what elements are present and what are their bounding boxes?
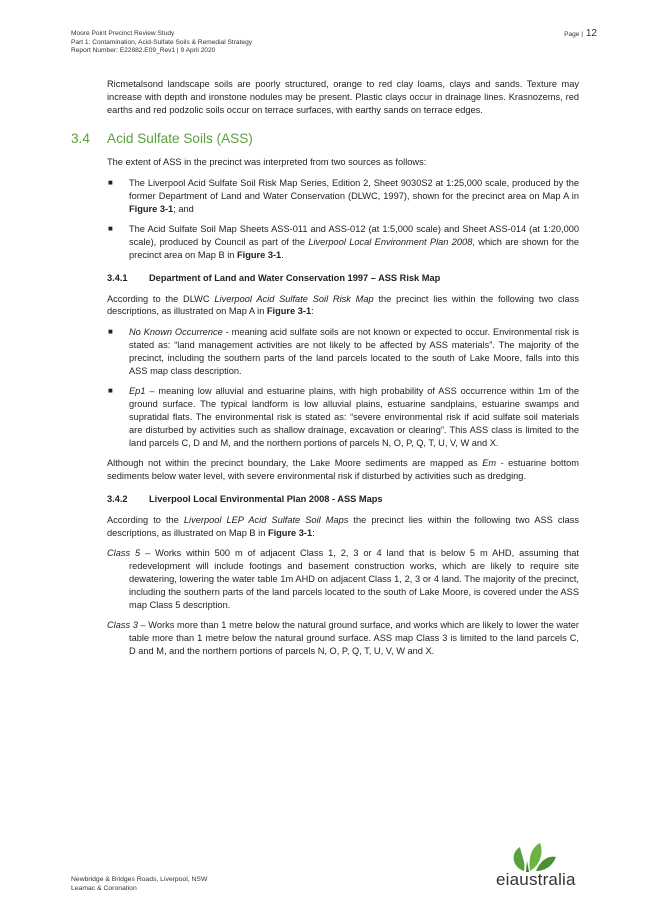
bullet-icon: ■	[108, 177, 113, 187]
class-3-description: Class 3 – Works more than 1 metre below the natural ground surface, and works which are likely to lower the water table more than 1 metre below the natural ground surface. ASS map Class 3 is limited to the land parcels C, D and M, and the northern portions of parcels N, O, P, Q, T, U, V, W and X.	[107, 620, 579, 656]
list-item: ■ The Acid Sulfate Soil Map Sheets ASS-011 and ASS-012 (at 1:5,000 scale) and Sheet ASS-014 (at 1:20,000 scale), produced by Council as part of the Liverpool Local Environment Plan 2008, which are shown for the precinct area on Map B in Figure 3-1.	[108, 224, 579, 260]
page-number-value: 12	[585, 28, 597, 39]
header-report-number: Report Number: E22882.E09_Rev1 | 9 April 2020	[71, 47, 216, 55]
subsection-heading-1: 3.4.1 Department of Land and Water Conservation 1997 – ASS Risk Map	[107, 272, 441, 283]
bullet-icon: ■	[108, 224, 113, 234]
subsection-2-intro: According to the Liverpool LEP Acid Sulfate Soil Maps the precinct lies within the following two ASS class descriptions, as illustrated on Map B in Figure 3-1:	[107, 514, 579, 538]
footer-address: Newbridge & Bridges Roads, Liverpool, NSW	[71, 876, 208, 883]
page-label: Page |	[564, 31, 584, 38]
company-logo	[496, 841, 596, 893]
document-body	[71, 78, 579, 666]
dlwc-class-list	[71, 326, 579, 449]
running-header	[71, 30, 252, 56]
page-footer	[71, 876, 207, 893]
intro-paragraph: Ricmetalsond landscape soils are poorly structured, orange to red clay loams, clays and sands. Texture may increase with depth and ironstone nodules may be present. Plastic clays occur in drainage lines. Krasnozems, red earths and red podzolic soils occur on terrace surfaces, with earthy sands on terrace edges.	[107, 79, 579, 115]
header-title: Moore Point Precinct Review Study	[71, 30, 175, 37]
list-item: ■ No Known Occurrence - meaning acid sulfate soils are not known or expected to occur. Environmental risk is stated as: “land management activities are not likely to be affected by ASS materials”. The majority of the precinct, including the southern parts of the land parcels located to the south of Lake Moore, falls into this ASS map class description.	[108, 327, 579, 376]
lake-moore-paragraph: Although not within the precinct boundary, the Lake Moore sediments are mapped as Em - estuarine bottom sediments below water level, with severe environmental risk if disturbed by activities such as dredging.	[107, 458, 579, 482]
section-title: Acid Sulfate Soils (ASS)	[107, 131, 253, 147]
figure-reference: Figure 3-1	[236, 249, 282, 260]
section-heading	[71, 133, 579, 146]
bullet-icon: ■	[108, 327, 113, 337]
logo-wordmark: eiaustralia	[496, 870, 576, 889]
footer-client: Leamac & Coronation	[71, 884, 137, 892]
list-item: ■ Ep1 – meaning low alluvial and estuarine plains, with high probability of ASS occurrence within 1m of the ground surface. The typical landform is low alluvial plains, estuarine sandplains, estuarine swamps and supratidal flats. The environmental risk is stated as: “severe environmental risk if acid sulfate soil materials are disturbed by activities such as shallow drainage, excavation or clearing”. This ASS class is limited to the land parcels C, D and M, and the northern portions of parcels N, O, P, Q, T, U, V, W and X.	[108, 386, 579, 448]
class-5-description: Class 5 – Works within 500 m of adjacent Class 1, 2, 3 or 4 land that is below 5 m AHD, assuming that redevelopment will include footings and basement construction works, which are likely to require site dewatering, lowering the water table 1m AHD on adjacent Class 1, 2, 3 or 4 land. The majority of the precinct, including the southern parts of the land parcels located to the south of Lake Moore, is covered under the ASS map Class 5 description.	[107, 548, 579, 610]
figure-reference: Figure 3-1	[129, 203, 174, 214]
leaf-logo-icon	[496, 841, 596, 873]
list-item: ■ The Liverpool Acid Sulfate Soil Risk Map Series, Edition 2, Sheet 9030S2 at 1:25,000 scale, produced by the former Department of Land and Water Conservation (DLWC, 1997), shown for the precinct area on Map A in Figure 3-1; and	[108, 177, 579, 214]
bullet-icon: ■	[108, 386, 113, 396]
section-intro: The extent of ASS in the precinct was interpreted from two sources as follows:	[107, 157, 427, 168]
section-number: 3.4	[71, 131, 90, 147]
source-list	[71, 177, 579, 262]
header-subtitle: Part 1: Contamination, Acid-Sulfate Soils & Remedial Strategy	[71, 38, 253, 46]
page-number	[564, 28, 597, 39]
subsection-1-intro: According to the DLWC Liverpool Acid Sulfate Soil Risk Map the precinct lies within the following two class descriptions, as illustrated on Map A in Figure 3-1:	[107, 293, 579, 317]
subsection-heading-2: 3.4.2 Liverpool Local Environmental Plan 2008 - ASS Maps	[107, 493, 383, 504]
